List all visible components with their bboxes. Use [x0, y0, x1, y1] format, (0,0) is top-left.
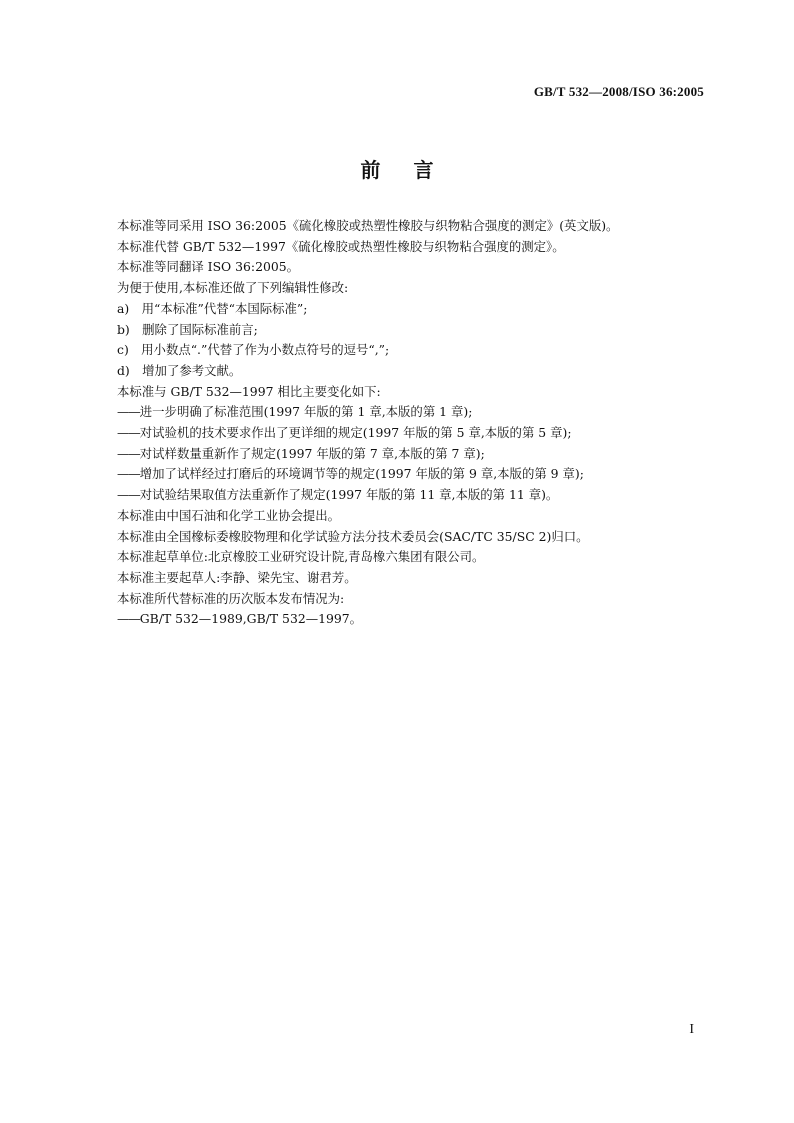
change-item — [117, 464, 697, 485]
line-text: 对试样数量重新作了规定(1997 年版的第 7 章,本版的第 7 章); — [139, 445, 485, 461]
line-text: 进一步明确了标准范围(1997 年版的第 1 章,本版的第 1 章); — [139, 404, 473, 420]
line-text: 本标准主要起草人:李静、梁先宝、谢君芳。 — [117, 569, 357, 585]
line-text: b) 删除了国际标准前言; — [117, 321, 258, 337]
change-item — [117, 402, 697, 423]
dash-marker: —— — [117, 487, 140, 503]
line-text: 本标准代替 GB/T 532—1997《硫化橡胶或热塑性橡胶与织物粘合强度的测定》。 — [117, 238, 565, 254]
list-item — [117, 361, 697, 382]
line-text: GB/T 532—1989,GB/T 532—1997。 — [139, 611, 363, 627]
text-line — [117, 237, 697, 258]
line-text: 本标准由中国石油和化学工业协会提出。 — [117, 507, 341, 523]
page-number: I — [689, 1022, 694, 1037]
text-line — [117, 547, 697, 568]
text-line — [117, 257, 697, 278]
dash-marker: —— — [117, 404, 140, 420]
text-line — [117, 527, 697, 548]
text-line — [117, 278, 697, 299]
change-item — [117, 444, 697, 465]
line-text: a) 用“本标准”代替“本国际标准”; — [117, 300, 308, 316]
line-text: 对试验机的技术要求作出了更详细的规定(1997 年版的第 5 章,本版的第 5 章); — [139, 425, 572, 441]
change-item — [117, 423, 697, 444]
line-text: d) 增加了参考文献。 — [117, 362, 242, 378]
text-line — [117, 506, 697, 527]
list-item — [117, 299, 697, 320]
dash-marker: —— — [117, 611, 140, 627]
line-text: 为便于使用,本标准还做了下列编辑性修改: — [117, 280, 349, 296]
line-text: 增加了试样经过打磨后的环境调节等的规定(1997 年版的第 9 章,本版的第 9 章); — [139, 466, 584, 482]
text-line — [117, 589, 697, 610]
line-text: c) 用小数点“.”代替了作为小数点符号的逗号“,”; — [117, 342, 390, 358]
line-text: 本标准由全国橡标委橡胶物理和化学试验方法分技术委员会(SAC/TC 35/SC 2)归口。 — [117, 528, 589, 544]
page-title — [0, 154, 794, 183]
line-text: 本标准所代替标准的历次版本发布情况为: — [117, 590, 345, 606]
dash-marker: —— — [117, 466, 140, 482]
history-item — [117, 609, 697, 630]
standard-number: GB/T 532—2008/ISO 36:2005 — [533, 84, 704, 99]
dash-marker: —— — [117, 445, 140, 461]
title-char-1: 前 — [360, 158, 381, 182]
line-text: 本标准起草单位:北京橡胶工业研究设计院,青岛橡六集团有限公司。 — [117, 549, 485, 565]
list-item — [117, 340, 697, 361]
line-text: 本标准等同翻译 ISO 36:2005。 — [117, 259, 300, 275]
list-item — [117, 320, 697, 341]
change-item — [117, 485, 697, 506]
title-char-2: 言 — [413, 158, 434, 182]
text-line — [117, 568, 697, 589]
text-line — [117, 216, 697, 237]
foreword-body — [117, 216, 697, 630]
dash-marker: —— — [117, 425, 140, 441]
line-text: 本标准等同采用 ISO 36:2005《硫化橡胶或热塑性橡胶与织物粘合强度的测定》(英文版)。 — [117, 218, 619, 233]
text-line — [117, 382, 697, 403]
line-text: 对试验结果取值方法重新作了规定(1997 年版的第 11 章,本版的第 11 章)。 — [139, 487, 559, 503]
line-text: 本标准与 GB/T 532—1997 相比主要变化如下: — [117, 383, 381, 399]
